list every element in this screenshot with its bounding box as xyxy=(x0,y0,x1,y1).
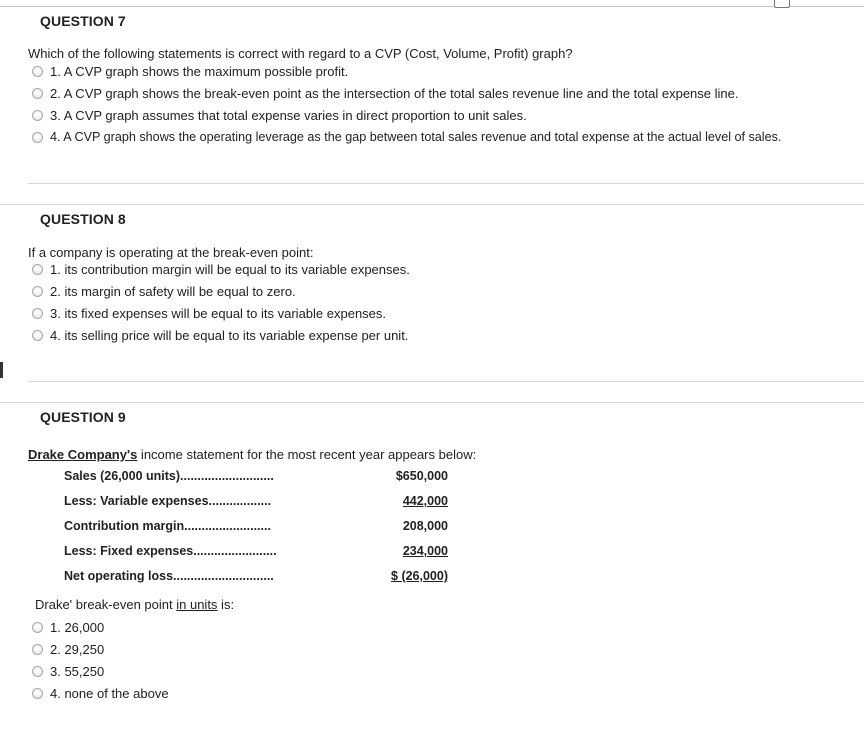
question-8-title: QUESTION 8 xyxy=(40,211,126,227)
question-9-title: QUESTION 9 xyxy=(40,409,126,425)
top-divider xyxy=(0,6,864,7)
radio-button[interactable] xyxy=(32,622,43,633)
income-row-label: Net operating loss............................. xyxy=(64,569,274,583)
question-9-prompt xyxy=(35,597,234,612)
question-7-option-2[interactable] xyxy=(32,86,738,101)
question-divider xyxy=(28,183,864,184)
option-label: 3. A CVP graph assumes that total expense varies in direct proportion to unit sales. xyxy=(50,108,527,123)
option-label: 2. A CVP graph shows the break-even point as the intersection of the total sales revenue line and the total expense line. xyxy=(50,86,739,101)
option-label: 4. its selling price will be equal to its variable expense per unit. xyxy=(50,328,409,343)
income-row-value: 442,000 xyxy=(402,494,448,508)
option-label: 1. A CVP graph shows the maximum possible profit. xyxy=(50,64,349,79)
question-9-option-2[interactable] xyxy=(32,642,104,657)
radio-button[interactable] xyxy=(32,688,43,699)
radio-button[interactable] xyxy=(32,88,43,99)
prompt-text: is: xyxy=(217,597,235,612)
income-row-label: Sales (26,000 units)........................... xyxy=(64,469,274,483)
question-7-option-3[interactable] xyxy=(32,108,527,123)
question-8-option-4[interactable] xyxy=(32,328,408,343)
prompt-emphasis: in units xyxy=(176,597,218,612)
question-7-option-1[interactable] xyxy=(32,64,348,79)
option-label: 3. its fixed expenses will be equal to its variable expenses. xyxy=(50,306,387,321)
income-row-contribution-margin xyxy=(64,519,454,537)
option-label: 1. 26,000 xyxy=(50,620,105,635)
income-row-label: Less: Fixed expenses........................ xyxy=(64,544,277,558)
question-7-title: QUESTION 7 xyxy=(40,13,126,29)
prompt-text: Drake' break-even point xyxy=(35,597,177,612)
option-label: 4. A CVP graph shows the operating leverage as the gap between total sales revenue and total expense at the actual level of sales. xyxy=(50,130,782,144)
income-row-value: $ (26,000) xyxy=(391,569,448,583)
radio-button[interactable] xyxy=(32,132,43,143)
radio-button[interactable] xyxy=(32,330,43,341)
question-9-option-4[interactable] xyxy=(32,686,169,701)
question-8-option-3[interactable] xyxy=(32,306,386,321)
radio-button[interactable] xyxy=(32,666,43,677)
radio-button[interactable] xyxy=(32,286,43,297)
income-row-net-operating-loss xyxy=(64,569,454,587)
question-divider xyxy=(0,204,864,205)
option-label: 2. its margin of safety will be equal to zero. xyxy=(50,284,296,299)
stem-text: income statement for the most recent year appears below: xyxy=(137,447,477,462)
question-9-option-1[interactable] xyxy=(32,620,104,635)
question-divider xyxy=(28,381,864,382)
option-label: 4. none of the above xyxy=(50,686,169,701)
radio-button[interactable] xyxy=(32,308,43,319)
income-row-variable-expenses xyxy=(64,494,454,512)
option-label: 2. 29,250 xyxy=(50,642,105,657)
option-label: 3. 55,250 xyxy=(50,664,105,679)
income-row-value: $650,000 xyxy=(395,469,448,483)
question-9-stem xyxy=(28,447,476,462)
radio-button[interactable] xyxy=(32,264,43,275)
company-name: Drake Company's xyxy=(28,447,138,462)
radio-button[interactable] xyxy=(32,644,43,655)
income-row-sales xyxy=(64,469,454,487)
income-row-label: Contribution margin......................... xyxy=(64,519,271,533)
income-row-value: 234,000 xyxy=(402,544,448,558)
income-row-value: 208,000 xyxy=(402,519,448,533)
radio-button[interactable] xyxy=(32,66,43,77)
window-corner-control[interactable] xyxy=(774,0,790,8)
question-9-option-3[interactable] xyxy=(32,664,104,679)
question-7-option-4[interactable] xyxy=(32,130,781,144)
question-divider xyxy=(0,402,864,403)
option-label: 1. its contribution margin will be equal to its variable expenses. xyxy=(50,262,410,277)
question-8-stem: If a company is operating at the break-even point: xyxy=(28,245,314,260)
income-row-fixed-expenses xyxy=(64,544,454,562)
scroll-marker xyxy=(0,362,3,378)
question-7-stem: Which of the following statements is correct with regard to a CVP (Cost, Volume, Profit) graph? xyxy=(28,46,573,61)
income-row-label: Less: Variable expenses.................. xyxy=(64,494,272,508)
question-8-option-2[interactable] xyxy=(32,284,296,299)
radio-button[interactable] xyxy=(32,110,43,121)
question-8-option-1[interactable] xyxy=(32,262,410,277)
